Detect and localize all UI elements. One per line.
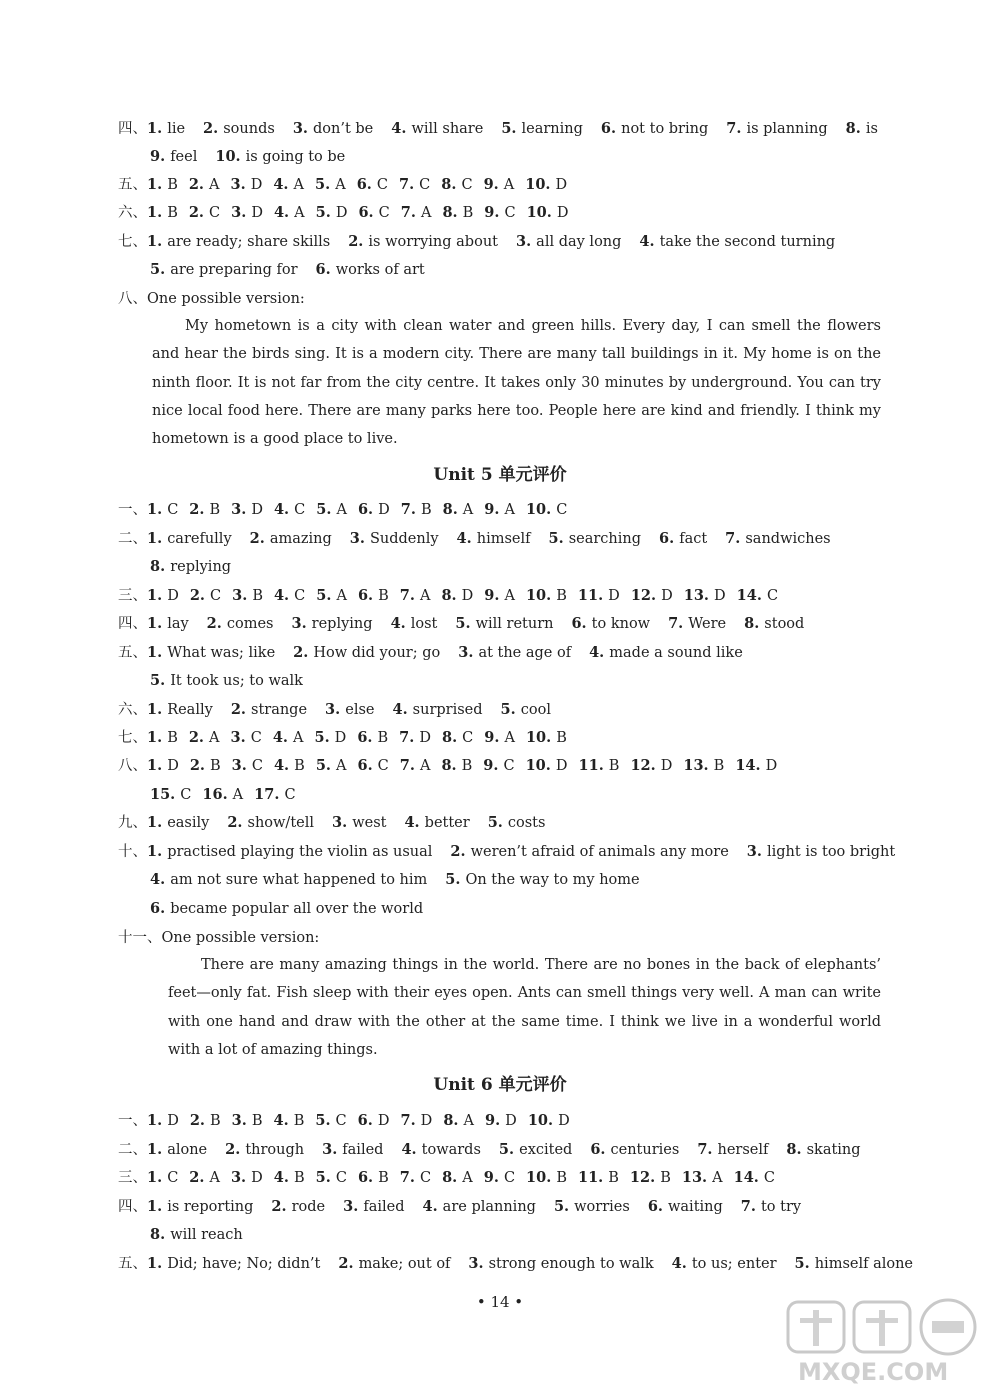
answer-item: 7. A — [399, 757, 431, 774]
answer-line — [118, 1168, 786, 1188]
answer-item: 7. herself — [697, 1141, 769, 1158]
answer-item: 5. A — [315, 176, 346, 193]
answer-item: 7. to try — [740, 1198, 802, 1215]
answer-item: 15. C — [150, 786, 192, 803]
answer-item: 8. A — [443, 1112, 474, 1129]
answer-item: 2. amazing — [249, 530, 332, 547]
answer-item: 2. sounds — [203, 120, 275, 137]
answer-item: 6. became popular all over the world — [150, 900, 424, 917]
section-label: 三、 — [118, 588, 147, 604]
answer-line — [118, 500, 578, 520]
answer-item: 4. A — [273, 176, 305, 193]
answer-item: 2. B — [189, 501, 221, 518]
answer-item: 4. take the second turning — [639, 233, 836, 250]
answer-item: 1. B — [147, 176, 178, 193]
answer-item: 3. D — [231, 501, 263, 518]
answer-line — [150, 147, 363, 167]
answer-item: 1. alone — [147, 1141, 208, 1158]
answer-line — [118, 1140, 879, 1160]
answer-item: 5. D — [314, 729, 347, 746]
section-label: 七、 — [118, 234, 147, 250]
answer-item: 11. B — [577, 1169, 619, 1186]
answer-item: 7. sandwiches — [725, 530, 831, 547]
answer-item: 7. B — [400, 501, 432, 518]
section-label: 三、 — [118, 1170, 147, 1186]
answer-item: 1. What was; like — [147, 644, 276, 661]
unit4-essay-intro: 八、One possible version: — [118, 291, 305, 307]
answer-item: 16. A — [202, 786, 244, 803]
answer-item: 8. B — [441, 757, 473, 774]
answer-item: 5. A — [315, 757, 347, 774]
answer-item: 3. at the age of — [458, 644, 572, 661]
answer-line — [118, 728, 578, 748]
section-label: 八、 — [118, 758, 147, 774]
answer-item: 4. C — [273, 587, 306, 604]
unit4-essay: My hometown is a city with clean water and green hills. Every day, I can smell the flowers and hear the birds sing. It is a modern city. There are many tall buildings in it. My home is on the ninth floor. It is not far from the city centre. It takes only 30 minutes by underground. You can try nice local food here. There are many parks here too. People here are kind and friendly. I think my hometown is a good place to live. — [152, 318, 881, 448]
answer-item: 7. C — [399, 1169, 432, 1186]
answer-item: 6. waiting — [647, 1198, 723, 1215]
section-label: 四、 — [118, 1199, 147, 1215]
answer-item: 3. B — [232, 587, 263, 604]
section-label: 五、 — [118, 177, 147, 193]
answer-item: 3. don’t be — [292, 120, 374, 137]
answer-item: 4. am not sure what happened to him — [150, 871, 428, 888]
answer-line — [118, 643, 761, 663]
answer-line — [118, 842, 913, 862]
answer-item: 5. A — [316, 501, 347, 518]
answer-item: 1. D — [147, 757, 179, 774]
answer-item: 5. It took us; to walk — [150, 672, 303, 689]
unit5-essay: There are many amazing things in the world. There are no bones in the back of elephants’ feet—only fat. Fish sleep with their eyes open. Ants can smell things very well. A man can write with one hand and draw with the other at the same time. I think we live in a wonderful world with a lot of amazing things. — [168, 957, 881, 1058]
answer-item: 4. C — [273, 501, 306, 518]
answer-item: 3. replying — [291, 615, 373, 632]
answer-item: 8. A — [442, 501, 474, 518]
answer-item: 2. rode — [271, 1198, 326, 1215]
answer-line — [118, 1111, 581, 1131]
section-label: 二、 — [118, 531, 147, 547]
answer-item: 2. A — [188, 176, 220, 193]
answer-item: 2. make; out of — [338, 1255, 451, 1272]
section-label: 七、 — [118, 730, 147, 746]
answer-item: 10. B — [526, 1169, 567, 1186]
answer-line — [118, 232, 853, 252]
answer-item: 4. A — [273, 204, 305, 221]
answer-item: 1. Did; have; No; didn’t — [147, 1255, 321, 1272]
answer-item: 5. On the way to my home — [445, 871, 640, 888]
answer-line — [150, 870, 658, 890]
answer-item: 3. Suddenly — [349, 530, 439, 547]
answer-item: 13. A — [681, 1169, 723, 1186]
answer-line — [118, 586, 789, 606]
answer-item: 5. D — [315, 204, 348, 221]
answer-item: 1. D — [147, 1112, 179, 1129]
answer-item: 2. comes — [206, 615, 274, 632]
answer-item: 1. C — [147, 1169, 179, 1186]
answer-item: 11. B — [578, 757, 620, 774]
answer-item: 5. searching — [548, 530, 642, 547]
answer-item: 6. fact — [659, 530, 708, 547]
watermark-logo — [780, 1296, 985, 1388]
answer-item: 8. is — [845, 120, 878, 137]
answer-item: 1. practised playing the violin as usual — [147, 843, 433, 860]
answer-item: 1. lie — [147, 120, 186, 137]
answer-item: 7. is planning — [726, 120, 828, 137]
answer-item: 6. C — [358, 204, 390, 221]
answer-item: 6. B — [357, 1169, 389, 1186]
answer-line — [150, 1225, 261, 1245]
answer-item: 5. are preparing for — [150, 261, 298, 278]
answer-item: 12. D — [630, 587, 673, 604]
answer-item: 6. works of art — [315, 261, 425, 278]
answer-line — [118, 175, 578, 195]
answer-item: 2. strange — [230, 701, 308, 718]
answer-item: 6. centuries — [590, 1141, 680, 1158]
answer-item: 9. A — [484, 587, 515, 604]
answer-item: 4. B — [273, 1169, 305, 1186]
answer-item: 1. C — [147, 501, 179, 518]
answer-item: 4. towards — [401, 1141, 481, 1158]
unit6-title: Unit 6 单元评价 — [433, 1075, 567, 1095]
answer-item: 4. lost — [390, 615, 438, 632]
answer-item: 6. B — [357, 587, 389, 604]
answer-item: 12. D — [630, 757, 673, 774]
section-label: 九、 — [118, 815, 147, 831]
answer-item: 6. to know — [571, 615, 651, 632]
unit5-essay-intro: 十一、One possible version: — [118, 930, 320, 946]
answer-line — [150, 671, 321, 691]
answer-item: 2. C — [188, 204, 221, 221]
answer-item: 2. B — [189, 1112, 221, 1129]
answer-item: 3. D — [230, 176, 263, 193]
answer-item: 2. C — [189, 587, 222, 604]
answer-item: 3. C — [230, 729, 262, 746]
answer-item: 7. D — [400, 1112, 433, 1129]
answer-item: 7. C — [398, 176, 431, 193]
section-label: 一、 — [118, 1113, 147, 1129]
section-label: 二、 — [118, 1142, 147, 1158]
answer-item: 2. A — [189, 1169, 220, 1186]
answer-item: 7. D — [399, 729, 431, 746]
answer-item: 9. D — [484, 1112, 517, 1129]
answer-item: 8. stood — [744, 615, 805, 632]
answer-item: 4. A — [272, 729, 304, 746]
answer-item: 10. D — [526, 204, 569, 221]
answer-item: 2. B — [189, 757, 221, 774]
answer-item: 2. through — [225, 1141, 305, 1158]
answer-item: 3. D — [230, 1169, 263, 1186]
answer-item: 9. A — [484, 729, 515, 746]
answer-item: 5. C — [315, 1112, 347, 1129]
answer-item: 5. excited — [498, 1141, 573, 1158]
answer-item: 9. A — [483, 176, 515, 193]
watermark-text: MXQE.COM — [798, 1358, 949, 1386]
answer-item: 8. skating — [786, 1141, 861, 1158]
answer-item: 17. C — [254, 786, 296, 803]
answer-item: 6. D — [357, 501, 390, 518]
answer-item: 4. will share — [391, 120, 484, 137]
answer-line — [118, 119, 896, 139]
answer-item: 7. A — [399, 587, 431, 604]
answer-line — [118, 203, 580, 223]
answer-item: 6. C — [357, 757, 389, 774]
answer-item: 5. C — [315, 1169, 347, 1186]
answer-item: 4. are planning — [422, 1198, 536, 1215]
answer-item: 14. C — [733, 1169, 776, 1186]
answer-line — [150, 899, 441, 919]
answer-item: 6. B — [357, 729, 389, 746]
answer-item: 3. all day long — [515, 233, 622, 250]
answer-item: 9. C — [484, 204, 516, 221]
answer-line — [150, 785, 307, 805]
answer-item: 1. is reporting — [147, 1198, 254, 1215]
answer-line — [118, 700, 569, 720]
page-number: • 14 • — [476, 1293, 524, 1311]
answer-item: 5. learning — [501, 120, 583, 137]
answer-line — [150, 557, 249, 577]
answer-item: 1. Really — [147, 701, 213, 718]
answer-item: 9. feel — [150, 148, 198, 165]
answer-item: 10. C — [525, 501, 568, 518]
answer-item: 2. How did your; go — [293, 644, 441, 661]
unit5-title: Unit 5 单元评价 — [433, 465, 567, 485]
answer-item: 1. carefully — [147, 530, 232, 547]
answer-item: 10. D — [527, 1112, 570, 1129]
section-label: 一、 — [118, 502, 147, 518]
answer-line — [118, 756, 788, 776]
answer-item: 3. failed — [322, 1141, 384, 1158]
answer-item: 9. C — [483, 757, 515, 774]
answer-item: 3. west — [332, 814, 387, 831]
section-label: 六、 — [118, 702, 147, 718]
answer-item: 3. D — [231, 204, 263, 221]
answer-item: 12. B — [629, 1169, 671, 1186]
answer-item: 8. replying — [150, 558, 232, 575]
answer-item: 8. D — [441, 587, 474, 604]
answer-item: 8. A — [442, 1169, 473, 1186]
answer-item: 5. will return — [455, 615, 554, 632]
answer-item: 4. to us; enter — [671, 1255, 777, 1272]
answer-item: 3. C — [231, 757, 263, 774]
answer-item: 2. is worrying about — [348, 233, 498, 250]
answer-item: 3. strong enough to walk — [468, 1255, 654, 1272]
answer-item: 8. B — [442, 204, 474, 221]
answer-item: 1. easily — [147, 814, 210, 831]
section-label: 六、 — [118, 205, 147, 221]
answer-item: 8. will reach — [150, 1226, 243, 1243]
answer-item: 7. Were — [668, 615, 727, 632]
answer-item: 5. A — [316, 587, 347, 604]
answer-item: 9. C — [483, 1169, 516, 1186]
answer-item: 1. B — [147, 204, 178, 221]
answer-item: 5. cool — [500, 701, 551, 718]
answer-item: 7. A — [400, 204, 432, 221]
answer-item: 4. made a sound like — [589, 644, 743, 661]
answer-line — [118, 614, 822, 634]
answer-item: 2. weren’t afraid of animals any more — [450, 843, 729, 860]
answer-item: 3. else — [325, 701, 375, 718]
section-label: 五、 — [118, 645, 147, 661]
section-label: 五、 — [118, 1256, 147, 1272]
answer-item: 4. B — [273, 757, 305, 774]
answer-item: 14. C — [736, 587, 779, 604]
answer-item: 10. D — [525, 176, 568, 193]
answer-item: 5. worries — [553, 1198, 630, 1215]
section-label: 四、 — [118, 616, 147, 632]
answer-item: 4. B — [273, 1112, 305, 1129]
answer-item: 10. B — [525, 587, 567, 604]
answer-line — [118, 1197, 819, 1217]
answer-item: 1. D — [147, 587, 179, 604]
answer-line — [118, 1254, 931, 1274]
answer-item: 13. B — [683, 757, 725, 774]
answer-item: 5. costs — [487, 814, 546, 831]
section-label: 十、 — [118, 844, 147, 860]
answer-item: 14. D — [735, 757, 778, 774]
answer-item: 4. surprised — [392, 701, 483, 718]
answer-item: 8. C — [441, 729, 474, 746]
answer-item: 2. show/tell — [227, 814, 315, 831]
answer-item: 1. are ready; share skills — [147, 233, 331, 250]
answer-item: 11. D — [577, 587, 620, 604]
answer-item: 13. D — [683, 587, 726, 604]
answer-line — [150, 260, 443, 280]
answer-item: 6. not to bring — [600, 120, 709, 137]
answer-item: 10. D — [525, 757, 568, 774]
section-label: 四、 — [118, 121, 147, 137]
answer-item: 9. A — [484, 501, 515, 518]
answer-item: 1. lay — [147, 615, 189, 632]
answer-item: 3. failed — [343, 1198, 405, 1215]
answer-item: 4. better — [404, 814, 470, 831]
answer-item: 3. light is too bright — [746, 843, 896, 860]
answer-item: 2. A — [188, 729, 220, 746]
answer-line — [118, 813, 563, 833]
answer-item: 5. himself alone — [794, 1255, 914, 1272]
answer-line — [118, 529, 849, 549]
answer-item: 1. B — [147, 729, 178, 746]
answer-item: 6. C — [356, 176, 388, 193]
answer-item: 10. B — [525, 729, 567, 746]
answer-item: 6. D — [357, 1112, 390, 1129]
answer-item: 3. B — [231, 1112, 263, 1129]
answer-item: 8. C — [441, 176, 473, 193]
answer-item: 4. himself — [456, 530, 531, 547]
answer-item: 10. is going to be — [215, 148, 346, 165]
